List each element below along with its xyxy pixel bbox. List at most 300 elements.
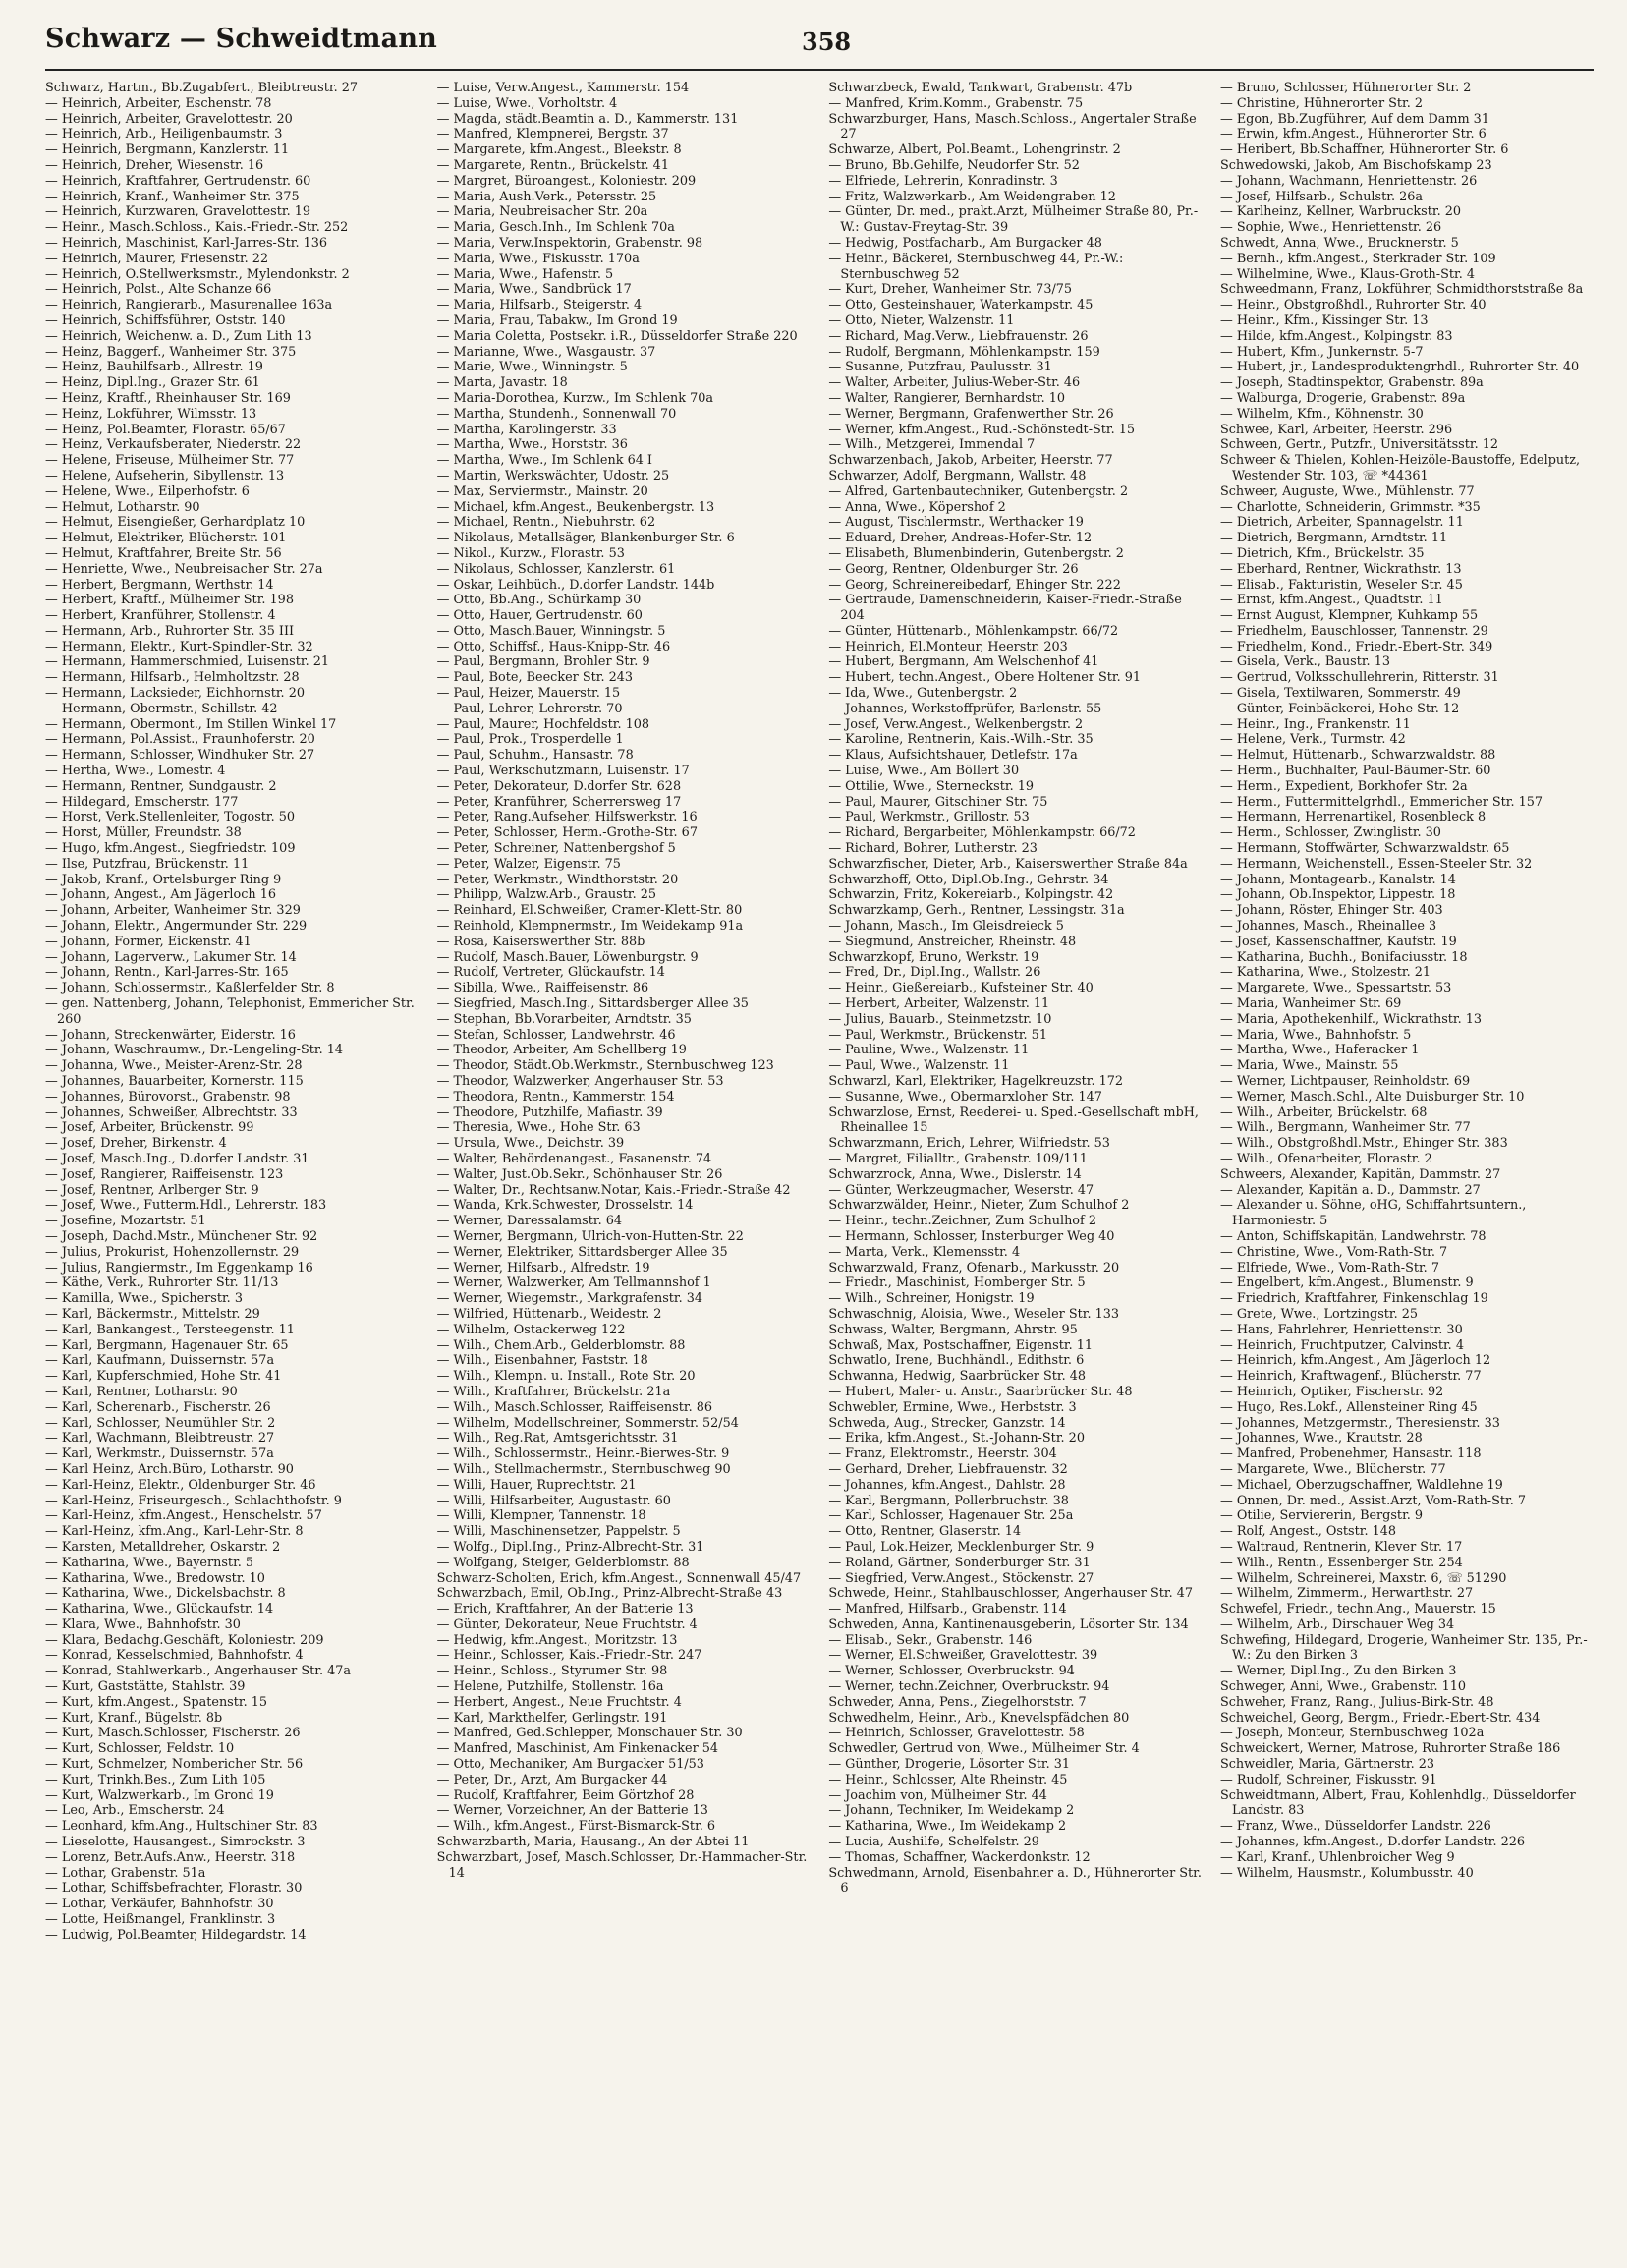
directory-entry: — Marianne, Wwe., Wasgaustr. 37	[436, 344, 656, 360]
directory-entry: — Walter, Dr., Rechtsanw.Notar, Kais.-Friedr.-Straße 42	[436, 1182, 791, 1198]
directory-entry: Schwarzwälder, Heinr., Nieter, Zum Schulhof 2	[828, 1198, 1130, 1214]
directory-entry: — Heinrich, Bergmann, Kanzlerstr. 11	[45, 142, 290, 158]
column-4	[1220, 81, 1594, 2252]
directory-entry: — Nikol., Kurzw., Florastr. 53	[436, 545, 625, 561]
directory-entry: — Fred, Dr., Dipl.Ing., Wallstr. 26	[828, 965, 1041, 981]
directory-entry: — Paul, Wwe., Walzenstr. 11	[828, 1058, 1010, 1074]
directory-entry: — Magda, städt.Beamtin a. D., Kammerstr. 131	[436, 111, 739, 127]
directory-entry: — Erika, kfm.Angest., St.-Johann-Str. 20	[828, 1431, 1085, 1446]
directory-entry: — Hermann, Schlosser, Insterburger Weg 40	[828, 1228, 1115, 1244]
directory-entry: — Hermann, Pol.Assist., Fraunhoferstr. 20	[45, 732, 315, 748]
directory-entry: — Kurt, Kranf., Bügelstr. 8b	[45, 1710, 223, 1726]
directory-entry: — Heinrich, Kraftfahrer, Gertrudenstr. 60	[45, 173, 311, 189]
directory-entry: — Karl, Bäckermstr., Mittelstr. 29	[45, 1306, 260, 1322]
directory-entry: — Herm., Futtermittelgrhdl., Emmericher Str. 157	[1219, 794, 1543, 810]
directory-entry: — Heinz, Bauhilfsarb., Allrestr. 19	[45, 360, 263, 375]
directory-entry: — Werner, Vorzeichner, An der Batterie 13	[436, 1803, 708, 1819]
directory-entry: — Heinr., techn.Zeichner, Zum Schulhof 2	[828, 1214, 1096, 1229]
directory-entry: Schwefel, Friedr., techn.Ang., Mauerstr. 15	[1219, 1602, 1496, 1617]
directory-entry: — Karl, Wachmann, Bleibtreustr. 27	[45, 1431, 275, 1446]
directory-entry: — Erich, Kraftfahrer, An der Batterie 13	[436, 1602, 694, 1617]
directory-entry: — Leo, Arb., Emscherstr. 24	[45, 1803, 225, 1819]
directory-entry: — Maria, Wwe., Fiskusstr. 170a	[436, 251, 640, 266]
directory-entry: Schwede, Heinr., Stahlbauschlosser, Angerhauser Str. 47	[828, 1586, 1194, 1602]
directory-entry: — Reinhold, Klempnermstr., Im Weidekamp 91a	[436, 919, 744, 935]
directory-entry: — Willi, Hilfsarbeiter, Augustastr. 60	[436, 1493, 671, 1508]
directory-entry: Schwarzbeck, Ewald, Tankwart, Grabenstr. 47b	[828, 81, 1133, 95]
directory-entry: — Günter, Hüttenarb., Möhlenkampstr. 66/72	[828, 623, 1119, 639]
directory-entry: — Peter, Dekorateur, D.dorfer Str. 628	[436, 778, 682, 794]
directory-entry: — Hermann, Hammerschmied, Luisenstr. 21	[45, 654, 330, 670]
directory-entry: — Lucia, Aushilfe, Schelfelstr. 29	[828, 1835, 1039, 1850]
directory-entry: — Manfred, Ged.Schlepper, Monschauer Str. 30	[436, 1726, 743, 1741]
directory-entry: Schwedhelm, Heinr., Arb., Knevelspfädchen 80	[828, 1710, 1130, 1726]
directory-entry: — Heinrich, Fruchtputzer, Calvinstr. 4	[1219, 1337, 1464, 1353]
directory-entry: — Wilhelm, Zimmerm., Herwarthstr. 27	[1219, 1586, 1474, 1602]
directory-entry: — Stefan, Schlosser, Landwehrstr. 46	[436, 1027, 676, 1043]
directory-entry: — Heinr., Bäckerei, Sternbuschweg 44, Pr.-W.: Sternbuschweg 52	[828, 251, 1124, 282]
directory-entry: — Hermann, Herrenartikel, Rosenbleck 8	[1219, 810, 1487, 825]
directory-entry: — Heinz, Verkaufsberater, Niederstr. 22	[45, 437, 302, 453]
directory-entry: Schwatlo, Irene, Buchhändl., Edithstr. 6	[828, 1353, 1085, 1369]
directory-entry: Schwarzl, Karl, Elektriker, Hagelkreuzstr. 172	[828, 1074, 1124, 1089]
directory-entry: — Georg, Rentner, Oldenburger Str. 26	[828, 561, 1079, 577]
directory-entry: — Wilhelm, Arb., Dirschauer Weg 34	[1219, 1616, 1455, 1632]
directory-entry: Schwarze, Albert, Pol.Beamt., Lohengrinstr. 2	[828, 142, 1121, 158]
directory-entry: Schweickert, Werner, Matrose, Ruhrorter Straße 186	[1219, 1741, 1561, 1757]
directory-entry: — Johannes, Metzgermstr., Theresienstr. 33	[1219, 1415, 1500, 1431]
directory-entry: — Günter, Dekorateur, Neue Fruchtstr. 4	[436, 1616, 698, 1632]
page-number: 358	[802, 28, 852, 56]
directory-entry: — Alfred, Gartenbautechniker, Gutenbergstr. 2	[828, 483, 1129, 499]
directory-entry: — Hertha, Wwe., Lomestr. 4	[45, 764, 226, 779]
directory-entry: — Ilse, Putzfrau, Brückenstr. 11	[45, 856, 250, 872]
directory-entry: — Johannes, Wwe., Krautstr. 28	[1219, 1431, 1423, 1446]
directory-entry: — Friedhelm, Kond., Friedr.-Ebert-Str. 349	[1219, 639, 1493, 654]
directory-entry: Schwarz, Hartm., Bb.Zugabfert., Bleibtreustr. 27	[45, 81, 358, 95]
directory-entry: — Heinz, Baggerf., Wanheimer Str. 375	[45, 344, 297, 360]
directory-entry: — Marta, Verk., Klemensstr. 4	[828, 1244, 1021, 1260]
directory-entry: Schwaß, Max, Postschaffner, Eigenstr. 11	[828, 1337, 1093, 1353]
directory-entry: — Helene, Wwe., Eilperhofstr. 6	[45, 483, 250, 499]
directory-entry: — August, Tischlermstr., Werthacker 19	[828, 515, 1084, 531]
directory-entry: — Werner, Daressalamstr. 64	[436, 1214, 623, 1229]
directory-entry: Schweidtmann, Albert, Frau, Kohlenhdlg., Düsseldorfer Landstr. 83	[1219, 1787, 1576, 1819]
directory-entry: — Helmut, Eisengießer, Gerhardplatz 10	[45, 515, 306, 531]
directory-columns	[45, 81, 1594, 2252]
directory-entry: — Martha, Wwe., Horststr. 36	[436, 437, 628, 453]
directory-entry: Schweedmann, Franz, Lokführer, Schmidthorststraße 8a	[1219, 282, 1584, 298]
directory-entry: — Oskar, Leihbüch., D.dorfer Landstr. 144b	[436, 577, 715, 593]
directory-entry: — Günter, Werkzeugmacher, Weserstr. 47	[828, 1182, 1094, 1198]
directory-entry: — Heinrich, El.Monteur, Heerstr. 203	[828, 639, 1068, 654]
directory-entry: — Rudolf, Kraftfahrer, Beim Görtzhof 28	[436, 1787, 695, 1803]
directory-entry: — Rudolf, Masch.Bauer, Löwenburgstr. 9	[436, 949, 699, 965]
directory-entry: — Ursula, Wwe., Deichstr. 39	[436, 1136, 625, 1152]
directory-entry: — Wilhelm, Modellschreiner, Sommerstr. 52/54	[436, 1415, 739, 1431]
directory-entry: — Hildegard, Emscherstr. 177	[45, 794, 239, 810]
directory-entry: Schwarzmann, Erich, Lehrer, Wilfriedstr. 53	[828, 1136, 1110, 1152]
directory-entry: — Hermann, Elektr., Kurt-Spindler-Str. 32	[45, 639, 313, 654]
directory-entry: — Hans, Fahrlehrer, Henriettenstr. 30	[1219, 1322, 1463, 1337]
directory-entry: — Fritz, Walzwerkarb., Am Weidengraben 12	[828, 189, 1116, 204]
directory-entry: — Walter, Just.Ob.Sekr., Schönhauser Str. 26	[436, 1166, 723, 1182]
directory-entry: — Gisela, Textilwaren, Sommerstr. 49	[1219, 686, 1461, 702]
directory-entry: — Kurt, Walzwerkarb., Im Grond 19	[45, 1787, 274, 1803]
directory-entry: — Christine, Wwe., Vom-Rath-Str. 7	[1219, 1244, 1448, 1260]
directory-entry: — Grete, Wwe., Lortzingstr. 25	[1219, 1306, 1419, 1322]
directory-entry: — Willi, Maschinensetzer, Pappelstr. 5	[436, 1524, 681, 1540]
directory-entry: — Hugo, Res.Lokf., Allensteiner Ring 45	[1219, 1399, 1478, 1415]
directory-entry: — Heinrich, Arbeiter, Eschenstr. 78	[45, 95, 272, 111]
directory-entry: — Heribert, Bb.Schaffner, Hühnerorter Str. 6	[1219, 142, 1509, 158]
directory-entry: — Margarete, kfm.Angest., Bleekstr. 8	[436, 142, 682, 158]
directory-entry: — Thomas, Schaffner, Wackerdonkstr. 12	[828, 1849, 1091, 1865]
directory-entry: — Horst, Verk.Stellenleiter, Togostr. 50	[45, 810, 296, 825]
directory-entry: — Ludwig, Pol.Beamter, Hildegardstr. 14	[45, 1927, 307, 1943]
directory-entry: — Josef, Dreher, Birkenstr. 4	[45, 1136, 227, 1152]
directory-entry: — Hermann, Weichenstell., Essen-Steeler Str. 32	[1219, 856, 1533, 872]
directory-entry: — Dietrich, Kfm., Brückelstr. 35	[1219, 545, 1425, 561]
directory-entry: — Johannes, Bauarbeiter, Kornerstr. 115	[45, 1074, 304, 1089]
directory-entry: — Paul, Schuhm., Hansastr. 78	[436, 748, 634, 764]
directory-entry: — Horst, Müller, Freundstr. 38	[45, 825, 242, 841]
directory-entry: — Joachim von, Mülheimer Str. 44	[828, 1787, 1047, 1803]
directory-entry: — Hubert, techn.Angest., Obere Holtener Str. 91	[828, 670, 1142, 686]
directory-entry: — Karl-Heinz, Friseurgesch., Schlachthofstr. 9	[45, 1493, 342, 1508]
directory-entry: — Stephan, Bb.Vorarbeiter, Arndtstr. 35	[436, 1011, 692, 1027]
directory-entry: — Nikolaus, Metallsäger, Blankenburger Str. 6	[436, 531, 735, 546]
directory-entry: Schwarzfischer, Dieter, Arb., Kaiserswerther Straße 84a	[828, 856, 1188, 872]
directory-entry: — Wilh., kfm.Angest., Fürst-Bismarck-Str. 6	[436, 1819, 716, 1835]
directory-entry: — Maria, Wwe., Mainstr. 55	[1219, 1058, 1399, 1074]
directory-entry: — Richard, Mag.Verw., Liebfrauenstr. 26	[828, 328, 1089, 344]
directory-entry: — Wilhelmine, Wwe., Klaus-Groth-Str. 4	[1219, 266, 1475, 282]
directory-entry: — Johann, Arbeiter, Wanheimer Str. 329	[45, 903, 301, 919]
directory-entry: — Kurt, Schlosser, Feldstr. 10	[45, 1741, 235, 1757]
directory-entry: — Michael, kfm.Angest., Beukenbergstr. 13	[436, 499, 715, 515]
directory-entry: — Wilh., Rentn., Essenberger Str. 254	[1219, 1555, 1463, 1570]
directory-entry: — Luise, Wwe., Am Böllert 30	[828, 764, 1020, 779]
directory-entry: — Karl, Kranf., Uhlenbroicher Weg 9	[1219, 1849, 1455, 1865]
directory-entry: — Käthe, Verk., Ruhrorter Str. 11/13	[45, 1276, 279, 1291]
directory-entry: — Katharina, Wwe., Im Weidekamp 2	[828, 1819, 1067, 1835]
directory-entry: — Kamilla, Wwe., Spicherstr. 3	[45, 1291, 243, 1307]
directory-entry: — Kurt, Dreher, Wanheimer Str. 73/75	[828, 282, 1073, 298]
directory-entry: — Josef, Verw.Angest., Welkenbergstr. 2	[828, 716, 1084, 732]
directory-entry: — Reinhard, El.Schweißer, Cramer-Klett-Str. 80	[436, 903, 743, 919]
directory-entry: — Klara, Wwe., Bahnhofstr. 30	[45, 1616, 241, 1632]
directory-entry: — Kurt, kfm.Angest., Spatenstr. 15	[45, 1694, 268, 1710]
directory-entry: — Otto, Masch.Bauer, Winningstr. 5	[436, 623, 666, 639]
directory-entry: — Ottilie, Wwe., Sterneckstr. 19	[828, 778, 1034, 794]
directory-entry: — Waltraud, Rentnerin, Klever Str. 17	[1219, 1539, 1463, 1555]
directory-entry: — Onnen, Dr. med., Assist.Arzt, Vom-Rath-Str. 7	[1219, 1493, 1526, 1508]
directory-entry: — Karl, Rentner, Lotharstr. 90	[45, 1384, 238, 1399]
directory-entry: — Bruno, Schlosser, Hühnerorter Str. 2	[1219, 81, 1472, 95]
directory-entry: — Peter, Rang.Aufseher, Hilfswerkstr. 16	[436, 810, 698, 825]
directory-entry: — Theodor, Städt.Ob.Werkmstr., Sternbuschweg 123	[436, 1058, 774, 1074]
directory-entry: — Paul, Werkmstr., Grillostr. 53	[828, 810, 1030, 825]
directory-entry: — Otto, Bb.Ang., Schürkamp 30	[436, 593, 642, 608]
directory-entry: — Herbert, Kraftf., Mülheimer Str. 198	[45, 593, 294, 608]
directory-entry: — Hubert, Bergmann, Am Welschenhof 41	[828, 654, 1099, 670]
directory-entry: — Julius, Prokurist, Hohenzollernstr. 29	[45, 1244, 300, 1260]
directory-entry: — Johann, Montagearb., Kanalstr. 14	[1219, 872, 1456, 887]
directory-entry: — Maria, Gesch.Inh., Im Schlenk 70a	[436, 220, 675, 236]
directory-entry: — Heinr., Schloss., Styrumer Str. 98	[436, 1664, 668, 1679]
directory-entry: — Manfred, Klempnerei, Bergstr. 37	[436, 127, 669, 142]
directory-entry: — Margret, Büroangest., Koloniestr. 209	[436, 173, 697, 189]
directory-entry: — Hedwig, kfm.Angest., Moritzstr. 13	[436, 1632, 678, 1648]
directory-entry: Schwarz-Scholten, Erich, kfm.Angest., Sonnenwall 45/47	[436, 1570, 802, 1586]
directory-entry: — Werner, kfm.Angest., Rud.-Schönstedt-Str. 15	[828, 422, 1136, 437]
directory-entry: — Anna, Wwe., Köpershof 2	[828, 499, 1006, 515]
directory-entry: Schwarzlose, Ernst, Reederei- u. Sped.-Gesellschaft mbH, Rheinallee 15	[828, 1105, 1199, 1136]
directory-entry: Schwarzin, Fritz, Kokereiarb., Kolpingstr. 42	[828, 887, 1114, 903]
directory-entry: — Lieselotte, Hausangest., Simrockstr. 3	[45, 1835, 306, 1850]
directory-entry: — Hermann, Arb., Ruhrorter Str. 35 III	[45, 623, 295, 639]
directory-entry: — Wilfried, Hüttenarb., Weidestr. 2	[436, 1306, 662, 1322]
directory-entry: — Gertraude, Damenschneiderin, Kaiser-Friedr.-Straße 204	[828, 593, 1182, 624]
directory-entry: — Wilhelm, Hausmstr., Kolumbusstr. 40	[1219, 1865, 1474, 1881]
directory-entry: — Heinr., Gießereiarb., Kufsteiner Str. 40	[828, 981, 1094, 996]
directory-entry: — Konrad, Stahlwerkarb., Angerhauser Str. 47a	[45, 1664, 351, 1679]
directory-entry: — Werner, Lichtpauser, Reinholdstr. 69	[1219, 1074, 1471, 1089]
directory-entry: — Pauline, Wwe., Walzenstr. 11	[828, 1043, 1030, 1058]
directory-entry: — Friedhelm, Bauschlosser, Tannenstr. 29	[1219, 623, 1488, 639]
directory-entry: — Heinr., Masch.Schloss., Kais.-Friedr.-Str. 252	[45, 220, 349, 236]
directory-entry: Schwarzkamp, Gerh., Rentner, Lessingstr. 31a	[828, 903, 1125, 919]
directory-entry: — Richard, Bergarbeiter, Möhlenkampstr. 66/72	[828, 825, 1136, 841]
directory-entry: Schwarzbarth, Maria, Hausang., An der Abtei 11	[436, 1835, 750, 1850]
directory-entry: Schwee, Karl, Arbeiter, Heerstr. 296	[1219, 422, 1453, 437]
directory-entry: — Margret, Filialltr., Grabenstr. 109/111	[828, 1151, 1088, 1166]
directory-entry: — Paul, Lehrer, Lehrerstr. 70	[436, 701, 623, 716]
directory-entry: — Karl, Schlosser, Hagenauer Str. 25a	[828, 1508, 1074, 1524]
directory-entry: — Paul, Werkmstr., Brückenstr. 51	[828, 1027, 1047, 1043]
directory-entry: — Josef, Rangierer, Raiffeisenstr. 123	[45, 1166, 284, 1182]
directory-entry: — Karl-Heinz, Elektr., Oldenburger Str. 46	[45, 1477, 316, 1493]
directory-entry: — Maria, Aush.Verk., Petersstr. 25	[436, 189, 657, 204]
directory-entry: — Helmut, Hüttenarb., Schwarzwaldstr. 88	[1219, 748, 1496, 764]
directory-entry: — Franz, Wwe., Düsseldorfer Landstr. 226	[1219, 1819, 1491, 1835]
directory-entry: — Julius, Bauarb., Steinmetzstr. 10	[828, 1011, 1052, 1027]
directory-entry: — Günter, Feinbäckerei, Hohe Str. 12	[1219, 701, 1460, 716]
directory-entry: — Joseph, Monteur, Sternbuschweg 102a	[1219, 1726, 1485, 1741]
directory-entry: — Werner, Walzwerker, Am Tellmannshof 1	[436, 1276, 711, 1291]
directory-entry: — Heinrich, Optiker, Fischerstr. 92	[1219, 1384, 1444, 1399]
directory-entry: — Werner, Wiegemstr., Markgrafenstr. 34	[436, 1291, 703, 1307]
directory-entry: Schweidler, Maria, Gärtnerstr. 23	[1219, 1757, 1435, 1773]
directory-entry: — Helmut, Lotharstr. 90	[45, 499, 200, 515]
directory-entry: — Herm., Expedient, Borkhofer Str. 2a	[1219, 778, 1468, 794]
directory-entry: — Johannes, Bürovorst., Grabenstr. 98	[45, 1089, 291, 1105]
directory-entry: — Michael, Oberzugschaffner, Waldlehne 19	[1219, 1477, 1503, 1493]
directory-entry: — Walter, Behördenangest., Fasanenstr. 74	[436, 1151, 712, 1166]
directory-entry: — Johannes, kfm.Angest., Dahlstr. 28	[828, 1477, 1066, 1493]
directory-entry: — Katharina, Wwe., Bredowstr. 10	[45, 1570, 265, 1586]
directory-entry: — Walter, Arbeiter, Julius-Weber-Str. 46	[828, 375, 1081, 391]
directory-entry: — Heinrich, Arbeiter, Gravelottestr. 20	[45, 111, 293, 127]
directory-entry: — Maria, Apothekenhilf., Wickrathstr. 13	[1219, 1011, 1483, 1027]
directory-entry: — Elfriede, Lehrerin, Konradinstr. 3	[828, 173, 1058, 189]
directory-entry: — Karl, Kupferschmied, Hohe Str. 41	[45, 1369, 282, 1385]
directory-entry: — Maria, Neubreisacher Str. 20a	[436, 204, 648, 220]
directory-entry: — Luise, Verw.Angest., Kammerstr. 154	[436, 81, 690, 95]
directory-entry: Schweher, Franz, Rang., Julius-Birk-Str. 48	[1219, 1694, 1494, 1710]
directory-entry: — Heinrich, Kurzwaren, Gravelottestr. 19	[45, 204, 310, 220]
directory-entry: — Richard, Bohrer, Lutherstr. 23	[828, 841, 1038, 857]
directory-entry: — Katharina, Wwe., Bayernstr. 5	[45, 1555, 254, 1570]
directory-entry: — Heinz, Pol.Beamter, Florastr. 65/67	[45, 422, 286, 437]
directory-entry: — Gertrud, Volksschullehrerin, Ritterstr. 31	[1219, 670, 1499, 686]
page-title: Schwarz — Schweidtmann	[45, 24, 437, 54]
directory-entry: — Susanne, Wwe., Obermarxloher Str. 147	[828, 1089, 1102, 1105]
directory-entry: — Heinrich, Arb., Heiligenbaumstr. 3	[45, 127, 283, 142]
directory-entry: — Heinz, Dipl.Ing., Grazer Str. 61	[45, 375, 260, 391]
directory-entry: Schweder, Anna, Pens., Ziegelhorststr. 7	[828, 1694, 1087, 1710]
directory-entry: — Friedr., Maschinist, Homberger Str. 5	[828, 1276, 1086, 1291]
directory-entry: — Wilh., Arbeiter, Brückelstr. 68	[1219, 1105, 1428, 1120]
directory-entry: — Marie, Wwe., Winningstr. 5	[436, 360, 628, 375]
directory-entry: — Henriette, Wwe., Neubreisacher Str. 27a	[45, 561, 323, 577]
directory-entry: — Katharina, Wwe., Glückaufstr. 14	[45, 1602, 274, 1617]
directory-entry: — Siegfried, Masch.Ing., Sittardsberger Allee 35	[436, 996, 749, 1012]
directory-entry: — Hugo, kfm.Angest., Siegfriedstr. 109	[45, 841, 296, 857]
directory-entry: — Heinrich, Rangierarb., Masurenallee 163a	[45, 298, 333, 313]
directory-entry: — Katharina, Wwe., Dickelsbachstr. 8	[45, 1586, 286, 1602]
directory-entry: — Johann, Wachmann, Henriettenstr. 26	[1219, 173, 1478, 189]
directory-entry: — Martin, Werkswächter, Udostr. 25	[436, 468, 670, 483]
directory-entry: Schwarzer, Adolf, Bergmann, Wallstr. 48	[828, 468, 1087, 483]
directory-entry: — Theodora, Rentn., Kammerstr. 154	[436, 1089, 675, 1105]
directory-entry: — Heinr., Obstgroßhdl., Ruhrorter Str. 40	[1219, 298, 1487, 313]
directory-entry: — Heinrich, kfm.Angest., Am Jägerloch 12	[1219, 1353, 1491, 1369]
directory-entry: — Roland, Gärtner, Sonderburger Str. 31	[828, 1555, 1091, 1570]
directory-entry: — Heinrich, Schlosser, Gravelottestr. 58	[828, 1726, 1085, 1741]
directory-entry: — gen. Nattenberg, Johann, Telephonist, Emmericher Str. 260	[45, 996, 415, 1027]
directory-entry: — Lothar, Grabenstr. 51a	[45, 1865, 206, 1881]
directory-entry: — Johann, Röster, Ehinger Str. 403	[1219, 903, 1443, 919]
directory-entry: — Kurt, Trinkh.Bes., Zum Lith 105	[45, 1772, 266, 1787]
directory-entry: — Luise, Wwe., Vorholtstr. 4	[436, 95, 618, 111]
directory-entry: — Manfred, Hilfsarb., Grabenstr. 114	[828, 1602, 1067, 1617]
directory-entry: — Wilh., Ofenarbeiter, Florastr. 2	[1219, 1151, 1432, 1166]
directory-entry: Schwarzkopf, Bruno, Werkstr. 19	[828, 949, 1039, 965]
directory-entry: — Josef, Masch.Ing., D.dorfer Landstr. 31	[45, 1151, 309, 1166]
directory-entry: — Karsten, Metalldreher, Oskarstr. 2	[45, 1539, 281, 1555]
directory-entry: — Josef, Arbeiter, Brückenstr. 99	[45, 1120, 254, 1136]
directory-entry: — Konrad, Kesselschmied, Bahnhofstr. 4	[45, 1648, 304, 1664]
directory-entry: — Maria, Hilfsarb., Steigerstr. 4	[436, 298, 643, 313]
directory-entry: — Helene, Verk., Turmstr. 42	[1219, 732, 1406, 748]
directory-entry: — Lothar, Schiffsbefrachter, Florastr. 30	[45, 1881, 303, 1897]
directory-entry: — Michael, Rentn., Niebuhrstr. 62	[436, 515, 656, 531]
directory-entry: — Werner, techn.Zeichner, Overbruckstr. 94	[828, 1679, 1110, 1695]
directory-entry: — Helene, Aufseherin, Sibyllenstr. 13	[45, 468, 285, 483]
directory-entry: — Otilie, Serviererin, Bergstr. 9	[1219, 1508, 1424, 1524]
directory-entry: — Peter, Werkmstr., Windthorststr. 20	[436, 872, 679, 887]
directory-entry: — Ida, Wwe., Gutenbergstr. 2	[828, 686, 1018, 702]
directory-entry: — Martha, Karolingerstr. 33	[436, 422, 617, 437]
directory-entry: — Maria, Wanheimer Str. 69	[1219, 996, 1402, 1012]
directory-entry: — Elfriede, Wwe., Vom-Rath-Str. 7	[1219, 1260, 1439, 1276]
directory-entry: — Christine, Hühnerorter Str. 2	[1219, 95, 1424, 111]
directory-entry: — Paul, Lok.Heizer, Mecklenburger Str. 9	[828, 1539, 1094, 1555]
directory-entry: — Paul, Heizer, Mauerstr. 15	[436, 686, 621, 702]
directory-entry: — Johann, Lagerverw., Lakumer Str. 14	[45, 949, 297, 965]
directory-entry: — Martha, Stundenh., Sonnenwall 70	[436, 406, 677, 422]
directory-entry: Schwedowski, Jakob, Am Bischofskamp 23	[1219, 157, 1492, 173]
directory-entry: — Günther, Drogerie, Lösorter Str. 31	[828, 1757, 1070, 1773]
directory-entry: — Johann, Techniker, Im Weidekamp 2	[828, 1803, 1075, 1819]
directory-entry: — Rolf, Angest., Oststr. 148	[1219, 1524, 1397, 1540]
directory-entry: — Manfred, Maschinist, Am Finkenacker 54	[436, 1741, 719, 1757]
directory-entry: — Maria, Wwe., Hafenstr. 5	[436, 266, 614, 282]
directory-entry: — Helmut, Elektriker, Blücherstr. 101	[45, 531, 287, 546]
directory-entry: — Werner, Schlosser, Overbruckstr. 94	[828, 1664, 1075, 1679]
directory-entry: — Eberhard, Rentner, Wickrathstr. 13	[1219, 561, 1462, 577]
directory-entry: — Werner, Dipl.Ing., Zu den Birken 3	[1219, 1664, 1457, 1679]
directory-entry: — Otto, Schiffsf., Haus-Knipp-Str. 46	[436, 639, 671, 654]
directory-entry: — Hermann, Hilfsarb., Helmholtzstr. 28	[45, 670, 300, 686]
directory-entry: — Charlotte, Schneiderin, Grimmstr. *35	[1219, 499, 1481, 515]
directory-entry: — Karl, Bankangest., Tersteegenstr. 11	[45, 1322, 295, 1337]
directory-entry: — Josef, Hilfsarb., Schulstr. 26a	[1219, 189, 1423, 204]
directory-entry: — Heinrich, Polst., Alte Schanze 66	[45, 282, 272, 298]
directory-entry: — Leonhard, kfm.Ang., Hultschiner Str. 83	[45, 1819, 318, 1835]
directory-entry: — Jakob, Kranf., Ortelsburger Ring 9	[45, 872, 282, 887]
directory-entry: — Erwin, kfm.Angest., Hühnerorter Str. 6	[1219, 127, 1487, 142]
directory-entry: — Herbert, Bergmann, Werthstr. 14	[45, 577, 274, 593]
directory-entry: Schweichel, Georg, Bergm., Friedr.-Ebert-Str. 434	[1219, 1710, 1541, 1726]
directory-entry: — Johann, Streckenwärter, Eiderstr. 16	[45, 1027, 296, 1043]
directory-entry: — Sophie, Wwe., Henriettenstr. 26	[1219, 220, 1442, 236]
directory-entry: — Hilde, kfm.Angest., Kolpingstr. 83	[1219, 328, 1453, 344]
directory-entry: — Paul, Werkschutzmann, Luisenstr. 17	[436, 764, 690, 779]
directory-entry: — Hubert, Kfm., Junkernstr. 5-7	[1219, 344, 1424, 360]
directory-entry: — Max, Serviermstr., Mainstr. 20	[436, 483, 648, 499]
directory-entry: — Gisela, Verk., Baustr. 13	[1219, 654, 1390, 670]
directory-entry: — Heinrich, Dreher, Wiesenstr. 16	[45, 157, 264, 173]
directory-entry: — Dietrich, Arbeiter, Spannagelstr. 11	[1219, 515, 1464, 531]
directory-entry: — Maria Coletta, Postsekr. i.R., Düsseldorfer Straße 220	[436, 328, 798, 344]
directory-entry: — Wilh., Masch.Schlosser, Raiffeisenstr. 86	[436, 1399, 713, 1415]
directory-entry: Schweger, Anni, Wwe., Grabenstr. 110	[1219, 1679, 1467, 1695]
directory-entry: — Karl, Scherenarb., Fischerstr. 26	[45, 1399, 271, 1415]
directory-entry: — Johann, Masch., Im Gleisdreieck 5	[828, 919, 1064, 935]
directory-entry: — Peter, Schreiner, Nattenbergshof 5	[436, 841, 676, 857]
directory-entry: — Helmut, Kraftfahrer, Breite Str. 56	[45, 545, 282, 561]
directory-entry: — Otto, Nieter, Walzenstr. 11	[828, 312, 1015, 328]
directory-entry: — Hermann, Obermont., Im Stillen Winkel 17	[45, 716, 337, 732]
directory-entry: — Maria, Frau, Tabakw., Im Grond 19	[436, 312, 678, 328]
directory-entry: — Josef, Rentner, Arlberger Str. 9	[45, 1182, 259, 1198]
directory-entry: — Werner, El.Schweißer, Gravelottestr. 39	[828, 1648, 1098, 1664]
directory-entry: — Johann, Waschraumw., Dr.-Lengeling-Str. 14	[45, 1043, 344, 1058]
directory-entry: — Heinr., Schlosser, Kais.-Friedr.-Str. 247	[436, 1648, 702, 1664]
directory-entry: — Martha, Wwe., Im Schlenk 64 I	[436, 453, 652, 469]
directory-entry: — Johannes, Masch., Rheinallee 3	[1219, 919, 1437, 935]
directory-entry: — Karlheinz, Kellner, Warbruckstr. 20	[1219, 204, 1461, 220]
directory-entry: — Johann, Angest., Am Jägerloch 16	[45, 887, 276, 903]
directory-entry: — Willi, Hauer, Ruprechtstr. 21	[436, 1477, 637, 1493]
directory-entry: — Wolfg., Dipl.Ing., Prinz-Albrecht-Str. 31	[436, 1539, 704, 1555]
directory-entry: — Bruno, Bb.Gehilfe, Neudorfer Str. 52	[828, 157, 1080, 173]
directory-entry: — Otto, Gesteinshauer, Waterkampstr. 45	[828, 298, 1094, 313]
directory-entry: — Susanne, Putzfrau, Paulusstr. 31	[828, 360, 1052, 375]
